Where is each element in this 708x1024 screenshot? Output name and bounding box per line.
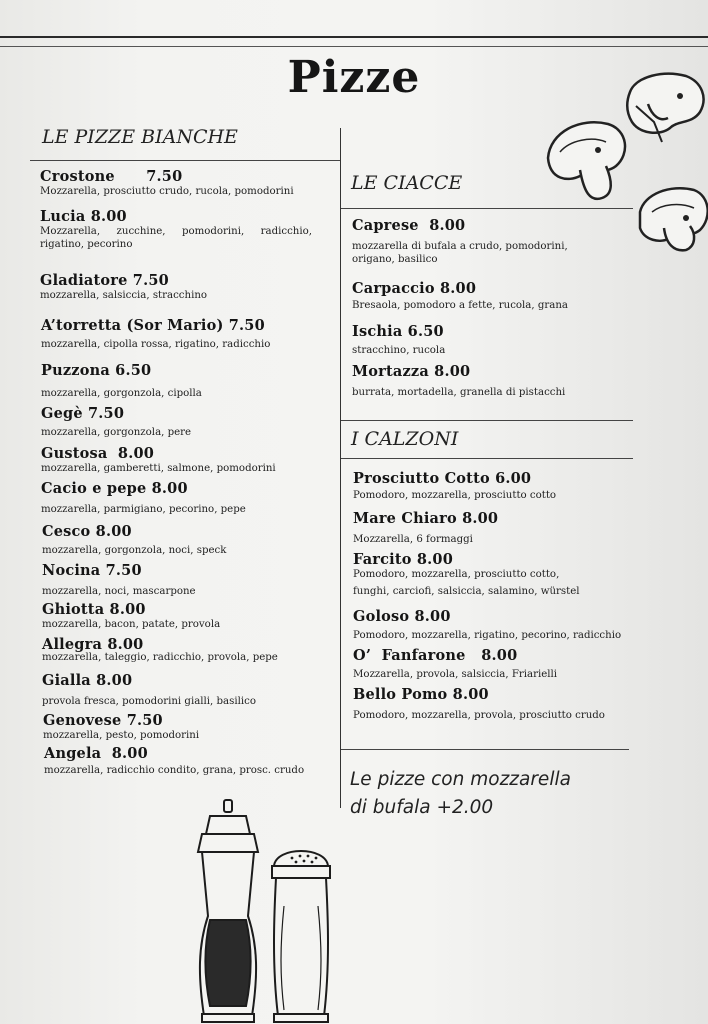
item-desc: Pomodoro, mozzarella, provola, prosciutto crudo	[353, 710, 605, 721]
note-line-1: Le pizze con mozzarella	[350, 769, 571, 790]
menu-item	[353, 510, 633, 546]
section-title-ciacce: LE CIACCE	[351, 172, 463, 194]
item-name: Cesco 8.00	[42, 523, 132, 540]
item-desc: Pomodoro, mozzarella, rigatino, pecorino, radicchio	[353, 630, 622, 641]
menu-item	[42, 672, 342, 708]
item-desc: mozzarella, pesto, pomodorini	[43, 730, 200, 741]
menu-item	[353, 647, 633, 681]
item-name: A’torretta (Sor Mario) 7.50	[41, 317, 265, 334]
menu-item	[41, 362, 341, 400]
menu-item	[41, 480, 341, 516]
menu-item	[352, 363, 632, 399]
menu-item	[352, 323, 632, 357]
menu-item	[353, 686, 633, 722]
section-title-calzoni: I CALZONI	[351, 428, 459, 450]
menu-item	[42, 636, 342, 664]
item-desc: mozzarella, parmigiano, pecorino, pepe	[41, 504, 246, 515]
item-name: Lucia 8.00	[40, 208, 127, 225]
menu-item	[352, 280, 632, 312]
section-title-bianche: LE PIZZE BIANCHE	[42, 126, 238, 148]
menu-item	[353, 470, 633, 502]
item-desc: mozzarella, bacon, patate, provola	[42, 619, 221, 630]
item-name: Cacio e pepe 8.00	[41, 480, 188, 497]
menu-item	[40, 208, 312, 251]
item-desc: Mozzarella, 6 formaggi	[353, 534, 473, 545]
item-desc: mozzarella, cipolla rossa, rigatino, radicchio	[41, 339, 271, 350]
bufala-note	[350, 766, 650, 822]
top-rule-thin	[0, 46, 708, 47]
item-name: Allegra 8.00	[42, 636, 144, 653]
item-desc: mozzarella, gorgonzola, noci, speck	[42, 545, 227, 556]
item-desc: mozzarella, noci, mascarpone	[42, 586, 196, 597]
item-name: Carpaccio 8.00	[352, 280, 477, 297]
item-desc: Pomodoro, mozzarella, prosciutto cotto	[353, 490, 557, 501]
item-name: Prosciutto Cotto 6.00	[353, 470, 532, 487]
menu-item	[42, 601, 342, 631]
item-name: Ischia 6.50	[352, 323, 444, 340]
item-desc: mozzarella, gorgonzola, pere	[41, 427, 192, 438]
item-desc: mozzarella, radicchio condito, grana, prosc. crudo	[44, 765, 305, 776]
item-desc: mozzarella di bufala a crudo, pomodorini, origano, basilico	[352, 241, 568, 265]
menu-item	[41, 317, 341, 351]
menu-item	[42, 523, 342, 557]
item-name: Mare Chiaro 8.00	[353, 510, 499, 527]
menu-item	[40, 272, 340, 302]
item-desc: Mozzarella, provola, salsiccia, Friarielli	[353, 669, 558, 680]
pepper-mill-salt-shaker-icon	[188, 796, 348, 1024]
menu-item	[41, 445, 341, 475]
menu-item	[40, 168, 340, 198]
item-name: O’ Fanfarone 8.00	[353, 647, 518, 664]
menu-item	[44, 745, 344, 777]
section-rule-bianche	[30, 160, 340, 161]
item-name: Nocina 7.50	[42, 562, 142, 579]
item-desc: mozzarella, taleggio, radicchio, provola, pepe	[42, 652, 278, 663]
item-desc: Pomodoro, mozzarella, prosciutto cotto, funghi, carciofi, salsiccia, salamino, würstel	[353, 569, 580, 597]
item-desc: Mozzarella, zucchine, pomodorini, radicchio, rigatino, pecorino	[40, 226, 312, 250]
item-name: Goloso 8.00	[353, 608, 451, 625]
item-name: Farcito 8.00	[353, 551, 454, 568]
page-title: Pizze	[287, 52, 421, 103]
section-rule-calzoni-top	[341, 420, 633, 421]
item-name: Bello Pomo 8.00	[353, 686, 489, 703]
item-name: Gustosa 8.00	[41, 445, 155, 462]
item-name: Ghiotta 8.00	[42, 601, 146, 618]
item-desc: stracchino, rucola	[352, 345, 446, 356]
item-name: Gegè 7.50	[41, 405, 125, 422]
item-name: Gialla 8.00	[42, 672, 133, 689]
item-desc: Mozzarella, prosciutto crudo, rucola, pomodorini	[40, 186, 294, 197]
item-desc: mozzarella, gorgonzola, cipolla	[41, 388, 202, 399]
item-name: Genovese 7.50	[43, 712, 163, 729]
item-name: Gladiatore 7.50	[40, 272, 169, 289]
item-desc: mozzarella, salsiccia, stracchino	[40, 290, 208, 301]
item-name: Angela 8.00	[44, 745, 148, 762]
item-name: Crostone 7.50	[40, 168, 183, 185]
item-desc: mozzarella, gamberetti, salmone, pomodorini	[41, 463, 276, 474]
mushroom-illustration-icon	[540, 62, 708, 262]
menu-item	[41, 405, 341, 439]
section-rule-calzoni	[341, 458, 633, 459]
item-desc: burrata, mortadella, granella di pistacchi	[352, 387, 566, 398]
menu-item	[42, 562, 342, 598]
item-name: Puzzona 6.50	[41, 362, 152, 379]
item-name: Mortazza 8.00	[352, 363, 471, 380]
menu-item	[43, 712, 343, 742]
item-desc: Bresaola, pomodoro a fette, rucola, grana	[352, 300, 568, 311]
menu-item	[353, 551, 593, 600]
top-rule	[0, 36, 708, 38]
item-name: Caprese 8.00	[352, 217, 466, 234]
note-line-2: di bufala +2.00	[350, 797, 494, 818]
menu-item	[353, 608, 643, 642]
item-desc: provola fresca, pomodorini gialli, basilico	[42, 696, 256, 707]
section-rule-bottom	[341, 749, 629, 750]
